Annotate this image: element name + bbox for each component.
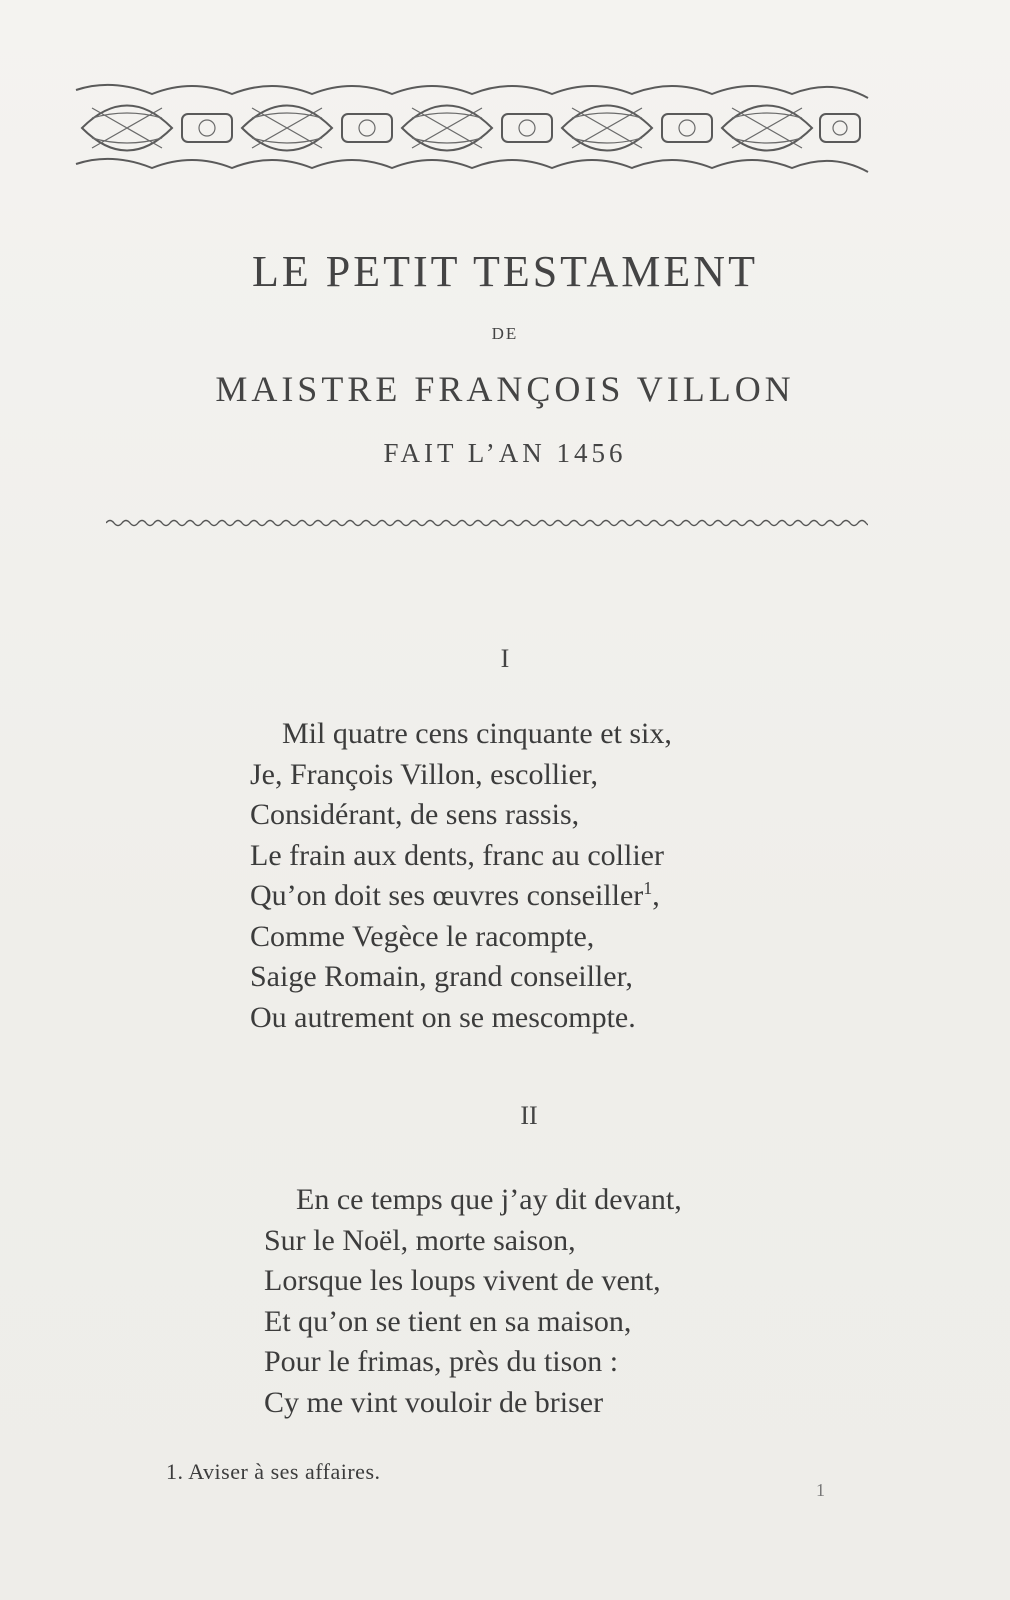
stanza-number: II <box>520 1101 538 1130</box>
verse-line: Je, François Villon, escollier, <box>250 757 599 791</box>
footnote-reference[interactable]: 1 <box>643 878 653 898</box>
verse-line: Mil quatre cens cinquante et six, <box>282 717 672 750</box>
verse-line: Cy me vint vouloir de briser <box>264 1385 604 1419</box>
work-title: LE PETIT TESTAMENT <box>252 247 758 296</box>
verse-line: Ou autrement on se mescompte. <box>250 1000 636 1034</box>
verse-line: Pour le frimas, près du tison : <box>264 1345 619 1378</box>
date-line: FAIT L’AN 1456 <box>383 438 627 468</box>
verse-line-with-footnote <box>250 876 672 917</box>
stanza-1 <box>250 714 672 1038</box>
verse-line: En ce temps que j’ay dit devant, <box>296 1183 682 1216</box>
footnote: 1. Aviser à ses affaires. <box>166 1459 381 1484</box>
wavy-rule-divider <box>106 514 868 528</box>
signature-mark: 1 <box>816 1480 825 1500</box>
verse-line: Comme Vegèce le racompte, <box>250 919 595 953</box>
verse-line: Saige Romain, grand conseiller, <box>250 960 633 993</box>
verse-line: Et qu’on se tient en sa maison, <box>264 1304 632 1338</box>
verse-line: Lorsque les loups vivent de vent, <box>264 1264 661 1297</box>
verse-line: Considérant, de sens rassis, <box>250 798 580 831</box>
verse-line: Sur le Noël, morte saison, <box>264 1223 576 1257</box>
stanza-2 <box>264 1180 682 1423</box>
stanza-number: I <box>500 644 510 673</box>
verse-text: Qu’on doit ses œuvres conseiller <box>250 879 644 912</box>
verse-punctuation: , <box>652 879 660 912</box>
verse-line: Le frain aux dents, franc au collier <box>250 838 664 872</box>
floral-headpiece-ornament-icon <box>72 68 872 186</box>
author-line: MAISTRE FRANÇOIS VILLON <box>215 369 795 409</box>
title-connector: DE <box>491 324 519 343</box>
